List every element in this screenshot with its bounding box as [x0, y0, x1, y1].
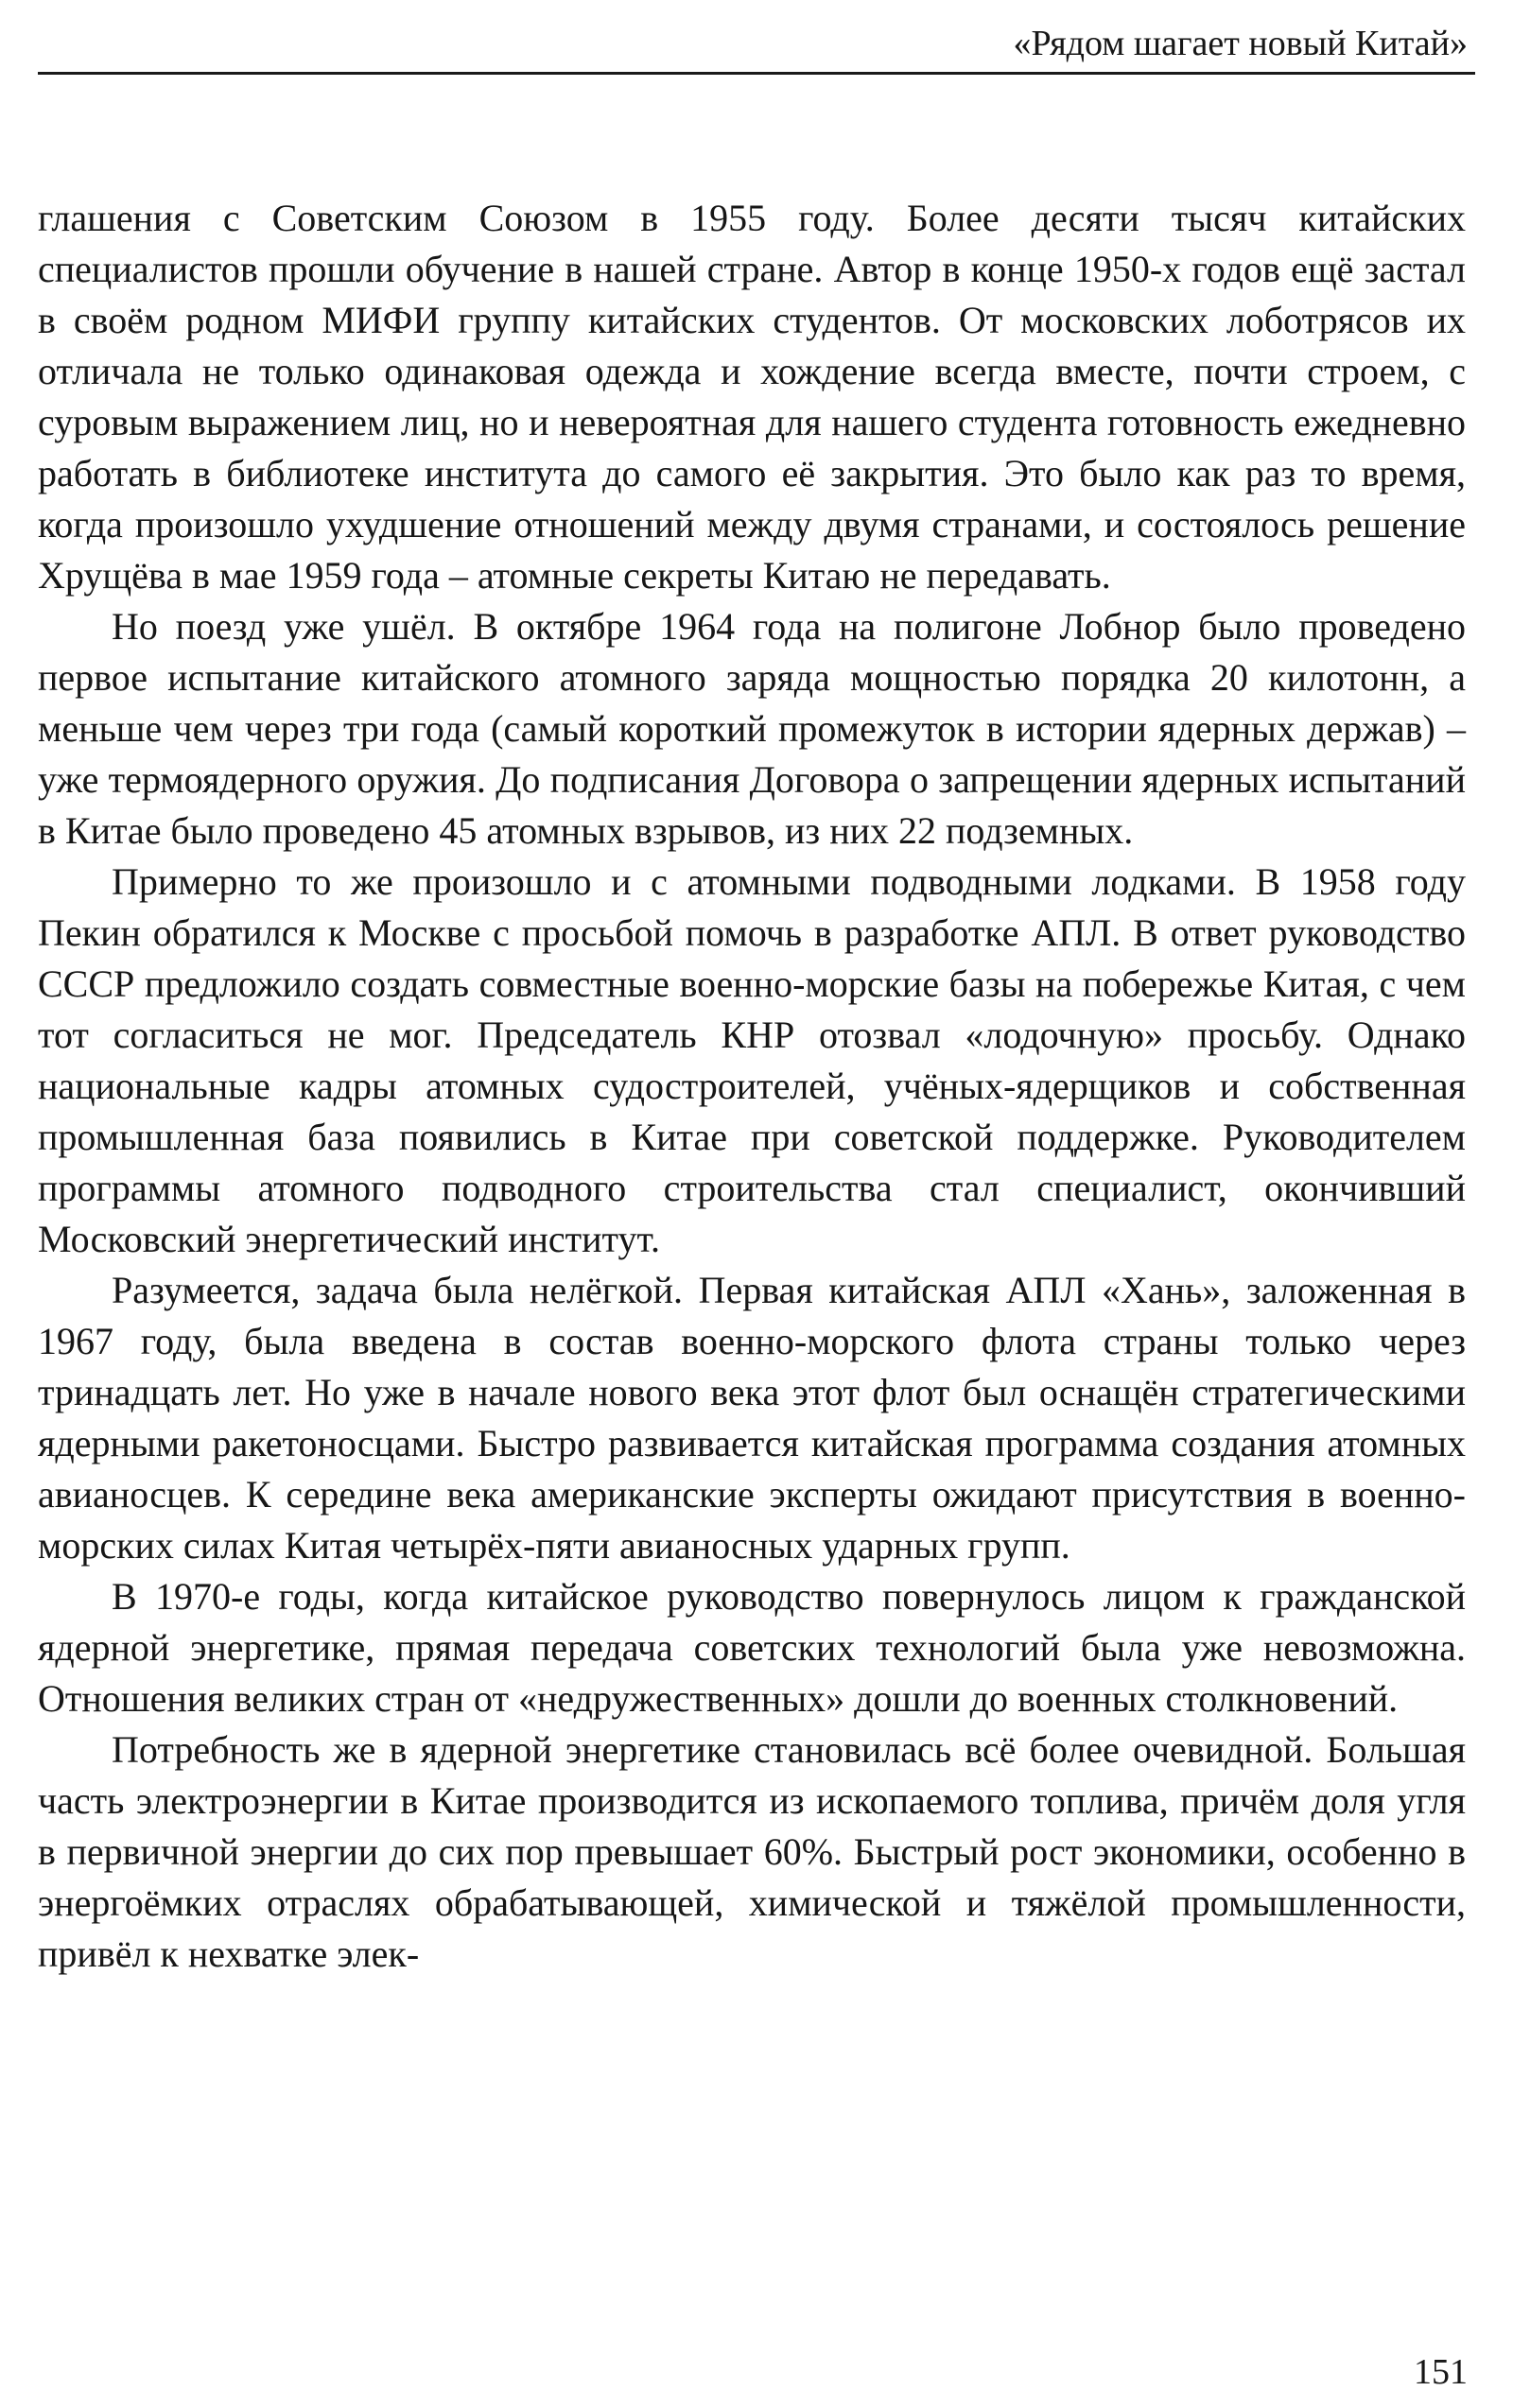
paragraph-5: В 1970-е годы, когда китайское руководство повернулось лицом к гражданской ядерной энергетике, прямая передача советских технологий была уже невозможна. Отношения великих стран от «недружественных» дошли до военных столкновений.: [38, 1575, 1466, 1720]
page-body: [38, 193, 1466, 1980]
running-head-title: «Рядом шагает новый Китай»: [1013, 24, 1468, 63]
paragraph-6: Потребность же в ядерной энергетике становилась всё более очевидной. Большая часть электроэнергии в Китае производится из ископаемого топлива, причём доля угля в первичной энергии до сих пор превышает 60%. Быстрый рост экономики, особенно в энергоёмких отраслях обрабатывающей, химической и тяжёлой промышленности, привёл к нехватке элек-: [38, 1728, 1466, 1975]
paragraph-4: Разумеется, задача была нелёгкой. Первая китайская АПЛ «Хань», заложенная в 1967 году, была введена в состав военно-морского флота страны только через тринадцать лет. Но уже в начале нового века этот флот был оснащён стратегическими ядерными ракетоносцами. Быстро развивается китайская программа создания атомных авианосцев. К середине века американские эксперты ожидают присутствия в военно-морских силах Китая четырёх-пяти авианосных ударных групп.: [38, 1269, 1466, 1567]
paragraph-3: Примерно то же произошло и с атомными подводными лодками. В 1958 году Пекин обратился к Москве с просьбой помочь в разработке АПЛ. В ответ руководство СССР предложило создать совместные военно-морские базы на побережье Китая, с чем тот согласиться не мог. Председатель КНР отозвал «лодочную» просьбу. Однако национальные кадры атомных судостроителей, учёных-ядерщиков и собственная промышленная база появились в Китае при советской поддержке. Руководителем программы атомного подводного строительства стал специалист, окончивший Московский энергетический институт.: [38, 860, 1466, 1260]
paragraph-1: глашения с Советским Союзом в 1955 году. Более десяти тысяч китайских специалистов прошли обучение в нашей стране. Автор в конце 1950-х годов ещё застал в своём родном МИФИ группу китайских студентов. От московских лоботрясов их отличала не только одинаковая одежда и хождение всегда вместе, почти строем, с суровым выражением лиц, но и невероятная для нашего студента готовность ежедневно работать в библиотеке института до самого её закрытия. Это было как раз то время, когда произошло ухудшение отношений между двумя странами, и состоялось решение Хрущёва в мае 1959 года – атомные секреты Китаю не передавать.: [38, 197, 1466, 597]
header-rule: [38, 72, 1475, 75]
page-number: 151: [1414, 2352, 1468, 2392]
paragraph-2: Но поезд уже ушёл. В октябре 1964 года на полигоне Лобнор было проведено первое испытание китайского атомного заряда мощностью порядка 20 килотонн, а меньше чем через три года (самый короткий промежуток в истории ядерных держав) – уже термоядерного оружия. До подписания Договора о запрещении ядерных испытаний в Китае было проведено 45 атомных взрывов, из них 22 подземных.: [38, 605, 1466, 852]
